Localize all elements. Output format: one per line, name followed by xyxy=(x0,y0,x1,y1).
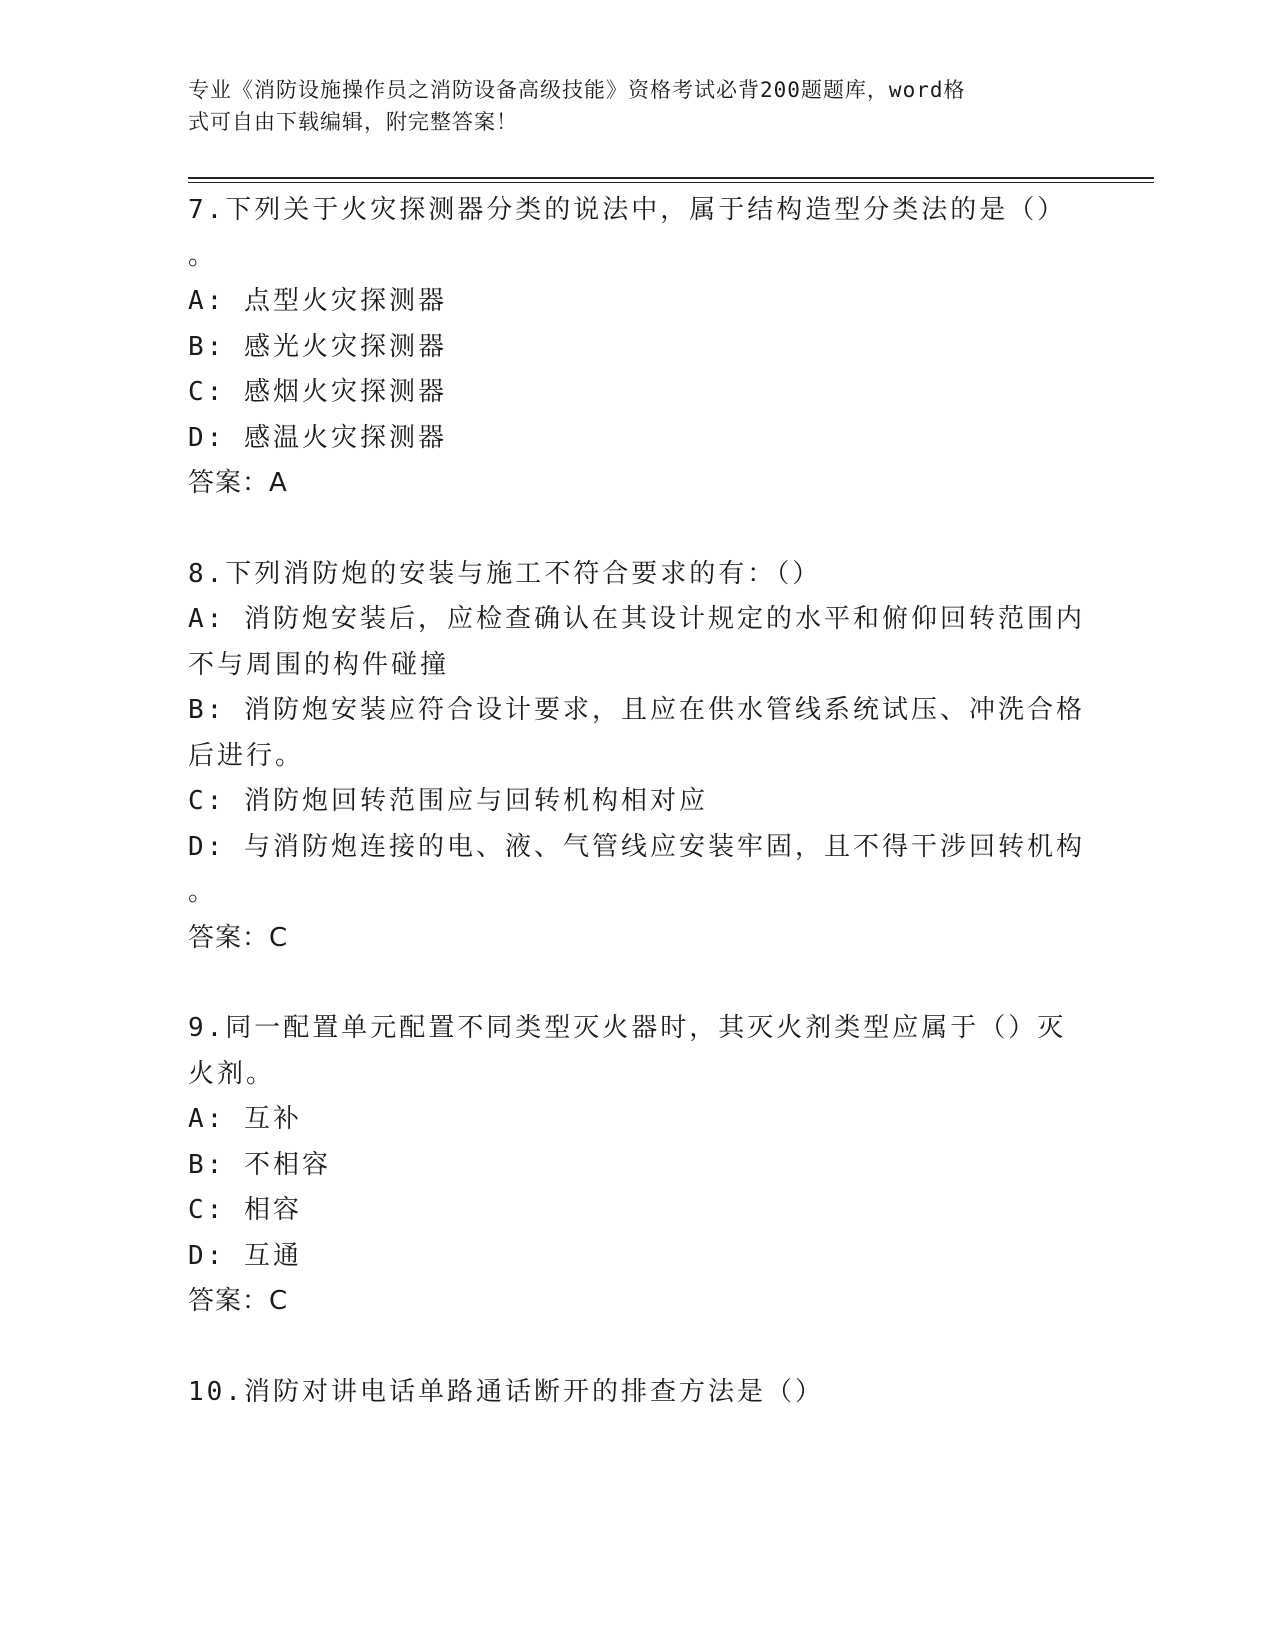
option-d-continued: 。 xyxy=(188,877,218,907)
question-text: 8.下列消防炮的安装与施工不符合要求的有：（） xyxy=(188,558,822,589)
answer-line: 答案：C xyxy=(188,1286,289,1316)
question-block xyxy=(188,552,1088,962)
option-a: A: 点型火灾探测器 xyxy=(188,286,447,316)
header-line-1: 专业《消防设施操作员之消防设备高级技能》资格考试必背200题题库，word格 xyxy=(188,78,966,102)
header-line-2: 式可自由下载编辑，附完整答案！ xyxy=(188,110,518,134)
answer-line: 答案：C xyxy=(188,922,289,953)
option-a: A: 消防炮安装后，应检查确认在其设计规定的水平和俯仰回转范围内 xyxy=(188,604,1085,634)
option-c: C: 消防炮回转范围应与回转机构相对应 xyxy=(188,786,708,816)
question-block xyxy=(188,1370,1088,1416)
option-b: B: 感光火灾探测器 xyxy=(188,331,447,362)
option-c: C: 感烟火灾探测器 xyxy=(188,377,447,407)
option-a-continued: 不与周围的构件碰撞 xyxy=(188,649,450,680)
header-divider-thin xyxy=(188,182,1154,183)
option-d: D: 与消防炮连接的电、液、气管线应安装牢固，且不得干涉回转机构 xyxy=(188,831,1085,862)
answer-line: 答案：A xyxy=(188,468,288,498)
question-text: 9.同一配置单元配置不同类型灭火器时，其灭火剂类型应属于（）灭 xyxy=(188,1013,1067,1043)
question-block xyxy=(188,188,1088,507)
option-d: D: 互通 xyxy=(188,1240,302,1271)
header-divider-thick xyxy=(188,177,1154,179)
question-text: 火剂。 xyxy=(188,1058,276,1089)
question-text: 7.下列关于火灾探测器分类的说法中，属于结构造型分类法的是（） xyxy=(188,195,1067,225)
question-list xyxy=(188,188,1088,1415)
question-block xyxy=(188,1006,1088,1325)
option-b: B: 消防炮安装应符合设计要求，且应在供水管线系统试压、冲洗合格 xyxy=(188,695,1085,725)
option-d: D: 感温火灾探测器 xyxy=(188,422,447,453)
option-a: A: 互补 xyxy=(188,1104,302,1134)
option-b-continued: 后进行。 xyxy=(188,740,305,771)
question-text: 10.消防对讲电话单路通话断开的排查方法是（） xyxy=(188,1376,824,1407)
option-c: C: 相容 xyxy=(188,1195,302,1225)
document-header xyxy=(188,74,1068,138)
question-text: 。 xyxy=(188,240,218,271)
option-b: B: 不相容 xyxy=(188,1149,331,1180)
